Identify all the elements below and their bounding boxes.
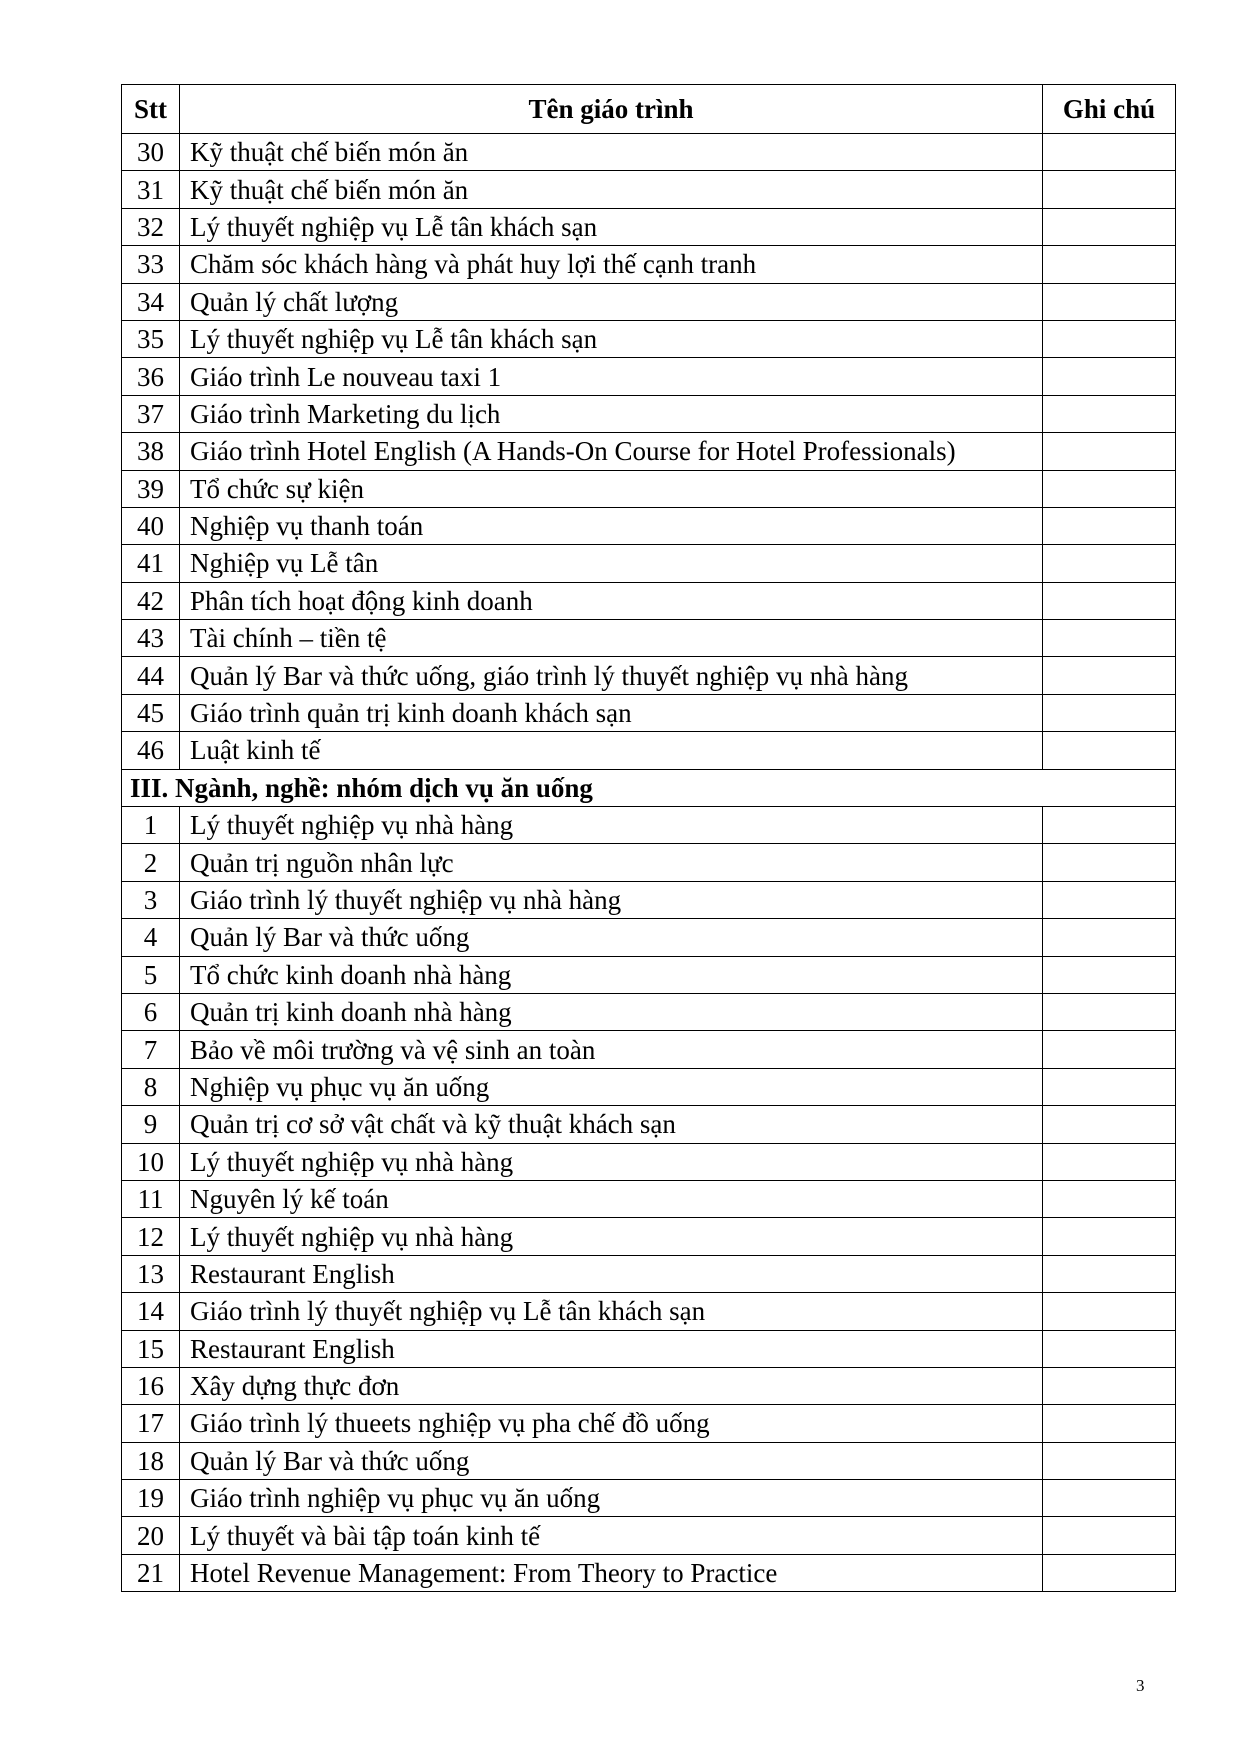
row-name: Lý thuyết nghiệp vụ Lễ tân khách sạn bbox=[180, 208, 1043, 245]
row-name: Quản lý Bar và thức uống bbox=[180, 919, 1043, 956]
row-name: Giáo trình Marketing du lịch bbox=[180, 395, 1043, 432]
row-stt: 12 bbox=[122, 1218, 180, 1255]
header-note: Ghi chú bbox=[1043, 85, 1176, 134]
row-note bbox=[1043, 956, 1176, 993]
row-stt: 45 bbox=[122, 694, 180, 731]
row-note bbox=[1043, 1367, 1176, 1404]
row-note bbox=[1043, 545, 1176, 582]
row-name: Chăm sóc khách hàng và phát huy lợi thế cạnh tranh bbox=[180, 246, 1043, 283]
row-name: Lý thuyết nghiệp vụ nhà hàng bbox=[180, 807, 1043, 844]
table-row bbox=[122, 1068, 1176, 1105]
row-stt: 2 bbox=[122, 844, 180, 881]
row-name: Lý thuyết nghiệp vụ Lễ tân khách sạn bbox=[180, 320, 1043, 357]
table-row bbox=[122, 1480, 1176, 1517]
header-stt: Stt bbox=[122, 85, 180, 134]
table-header-row bbox=[122, 85, 1176, 134]
row-stt: 13 bbox=[122, 1255, 180, 1292]
row-note bbox=[1043, 1255, 1176, 1292]
table-row bbox=[122, 545, 1176, 582]
row-note bbox=[1043, 881, 1176, 918]
row-stt: 31 bbox=[122, 171, 180, 208]
table-row bbox=[122, 1554, 1176, 1591]
row-name: Giáo trình nghiệp vụ phục vụ ăn uống bbox=[180, 1480, 1043, 1517]
table-row bbox=[122, 507, 1176, 544]
row-name: Lý thuyết nghiệp vụ nhà hàng bbox=[180, 1218, 1043, 1255]
row-name: Quản trị kinh doanh nhà hàng bbox=[180, 993, 1043, 1030]
row-name: Xây dựng thực đơn bbox=[180, 1367, 1043, 1404]
row-stt: 21 bbox=[122, 1554, 180, 1591]
row-name: Tài chính – tiền tệ bbox=[180, 620, 1043, 657]
row-stt: 6 bbox=[122, 993, 180, 1030]
table-row bbox=[122, 1293, 1176, 1330]
row-name: Giáo trình Hotel English (A Hands-On Course for Hotel Professionals) bbox=[180, 433, 1043, 470]
table-row bbox=[122, 208, 1176, 245]
row-note bbox=[1043, 993, 1176, 1030]
table-row bbox=[122, 470, 1176, 507]
row-name: Giáo trình Le nouveau taxi 1 bbox=[180, 358, 1043, 395]
row-stt: 38 bbox=[122, 433, 180, 470]
table-row bbox=[122, 881, 1176, 918]
table-row bbox=[122, 1330, 1176, 1367]
row-stt: 19 bbox=[122, 1480, 180, 1517]
row-stt: 41 bbox=[122, 545, 180, 582]
table-row bbox=[122, 657, 1176, 694]
row-stt: 20 bbox=[122, 1517, 180, 1554]
row-note bbox=[1043, 1106, 1176, 1143]
table-row bbox=[122, 283, 1176, 320]
row-name: Giáo trình lý thuyết nghiệp vụ nhà hàng bbox=[180, 881, 1043, 918]
row-stt: 30 bbox=[122, 134, 180, 171]
row-note bbox=[1043, 844, 1176, 881]
row-note bbox=[1043, 470, 1176, 507]
row-stt: 14 bbox=[122, 1293, 180, 1330]
page-number: 3 bbox=[1136, 1676, 1145, 1695]
row-name: Restaurant English bbox=[180, 1330, 1043, 1367]
row-note bbox=[1043, 919, 1176, 956]
row-stt: 35 bbox=[122, 320, 180, 357]
row-name: Phân tích hoạt động kinh doanh bbox=[180, 582, 1043, 619]
table-row bbox=[122, 582, 1176, 619]
row-name: Giáo trình lý thuyết nghiệp vụ Lễ tân khách sạn bbox=[180, 1293, 1043, 1330]
table-row bbox=[122, 807, 1176, 844]
row-name: Nguyên lý kế toán bbox=[180, 1180, 1043, 1217]
row-note bbox=[1043, 171, 1176, 208]
row-name: Restaurant English bbox=[180, 1255, 1043, 1292]
table-row bbox=[122, 732, 1176, 769]
row-note bbox=[1043, 1405, 1176, 1442]
table-row bbox=[122, 395, 1176, 432]
row-name: Lý thuyết nghiệp vụ nhà hàng bbox=[180, 1143, 1043, 1180]
row-note bbox=[1043, 620, 1176, 657]
row-name: Nghiệp vụ thanh toán bbox=[180, 507, 1043, 544]
row-note bbox=[1043, 358, 1176, 395]
table-row bbox=[122, 1143, 1176, 1180]
row-note bbox=[1043, 320, 1176, 357]
row-stt: 33 bbox=[122, 246, 180, 283]
section-title: III. Ngành, nghề: nhóm dịch vụ ăn uống bbox=[122, 769, 1176, 806]
row-stt: 16 bbox=[122, 1367, 180, 1404]
row-note bbox=[1043, 732, 1176, 769]
row-stt: 7 bbox=[122, 1031, 180, 1068]
row-note bbox=[1043, 1293, 1176, 1330]
row-stt: 46 bbox=[122, 732, 180, 769]
row-note bbox=[1043, 1480, 1176, 1517]
row-note bbox=[1043, 1517, 1176, 1554]
row-note bbox=[1043, 507, 1176, 544]
row-note bbox=[1043, 1143, 1176, 1180]
table-row bbox=[122, 246, 1176, 283]
table-row bbox=[122, 134, 1176, 171]
row-name: Quản trị nguồn nhân lực bbox=[180, 844, 1043, 881]
row-name: Giáo trình lý thueets nghiệp vụ pha chế đồ uống bbox=[180, 1405, 1043, 1442]
table-row bbox=[122, 1218, 1176, 1255]
row-name: Hotel Revenue Management: From Theory to Practice bbox=[180, 1554, 1043, 1591]
table-row bbox=[122, 433, 1176, 470]
row-stt: 3 bbox=[122, 881, 180, 918]
table-row bbox=[122, 956, 1176, 993]
row-note bbox=[1043, 657, 1176, 694]
row-note bbox=[1043, 395, 1176, 432]
row-stt: 5 bbox=[122, 956, 180, 993]
table-row bbox=[122, 320, 1176, 357]
row-note bbox=[1043, 134, 1176, 171]
row-stt: 8 bbox=[122, 1068, 180, 1105]
row-stt: 43 bbox=[122, 620, 180, 657]
table-body bbox=[122, 134, 1176, 1592]
table-row bbox=[122, 919, 1176, 956]
row-stt: 34 bbox=[122, 283, 180, 320]
row-name: Lý thuyết và bài tập toán kinh tế bbox=[180, 1517, 1043, 1554]
row-stt: 36 bbox=[122, 358, 180, 395]
table-row bbox=[122, 1442, 1176, 1479]
row-note bbox=[1043, 1218, 1176, 1255]
row-stt: 17 bbox=[122, 1405, 180, 1442]
row-note bbox=[1043, 1554, 1176, 1591]
table-row bbox=[122, 694, 1176, 731]
row-name: Quản lý Bar và thức uống, giáo trình lý thuyết nghiệp vụ nhà hàng bbox=[180, 657, 1043, 694]
row-note bbox=[1043, 208, 1176, 245]
row-stt: 1 bbox=[122, 807, 180, 844]
row-name: Kỹ thuật chế biến món ăn bbox=[180, 134, 1043, 171]
row-name: Quản trị cơ sở vật chất và kỹ thuật khách sạn bbox=[180, 1106, 1043, 1143]
row-note bbox=[1043, 694, 1176, 731]
row-stt: 4 bbox=[122, 919, 180, 956]
row-stt: 11 bbox=[122, 1180, 180, 1217]
row-name: Quản lý chất lượng bbox=[180, 283, 1043, 320]
table-row bbox=[122, 1517, 1176, 1554]
row-stt: 37 bbox=[122, 395, 180, 432]
row-note bbox=[1043, 1442, 1176, 1479]
row-name: Nghiệp vụ phục vụ ăn uống bbox=[180, 1068, 1043, 1105]
table-row bbox=[122, 1180, 1176, 1217]
table-row bbox=[122, 171, 1176, 208]
table-row bbox=[122, 844, 1176, 881]
row-stt: 40 bbox=[122, 507, 180, 544]
row-name: Bảo về môi trường và vệ sinh an toàn bbox=[180, 1031, 1043, 1068]
table-row bbox=[122, 1031, 1176, 1068]
row-note bbox=[1043, 807, 1176, 844]
row-name: Tổ chức kinh doanh nhà hàng bbox=[180, 956, 1043, 993]
row-stt: 18 bbox=[122, 1442, 180, 1479]
table-row bbox=[122, 1255, 1176, 1292]
row-note bbox=[1043, 1180, 1176, 1217]
row-note bbox=[1043, 1330, 1176, 1367]
table-row bbox=[122, 1405, 1176, 1442]
row-stt: 9 bbox=[122, 1106, 180, 1143]
table-row bbox=[122, 620, 1176, 657]
row-name: Nghiệp vụ Lễ tân bbox=[180, 545, 1043, 582]
table-row bbox=[122, 993, 1176, 1030]
row-name: Luật kinh tế bbox=[180, 732, 1043, 769]
row-name: Kỹ thuật chế biến món ăn bbox=[180, 171, 1043, 208]
row-name: Tổ chức sự kiện bbox=[180, 470, 1043, 507]
table-row bbox=[122, 1367, 1176, 1404]
table-row bbox=[122, 358, 1176, 395]
textbook-table bbox=[121, 84, 1176, 1592]
row-stt: 39 bbox=[122, 470, 180, 507]
row-stt: 15 bbox=[122, 1330, 180, 1367]
header-name: Tên giáo trình bbox=[180, 85, 1043, 134]
row-stt: 42 bbox=[122, 582, 180, 619]
row-note bbox=[1043, 246, 1176, 283]
row-name: Giáo trình quản trị kinh doanh khách sạn bbox=[180, 694, 1043, 731]
row-note bbox=[1043, 283, 1176, 320]
row-stt: 32 bbox=[122, 208, 180, 245]
row-note bbox=[1043, 582, 1176, 619]
section-row bbox=[122, 769, 1176, 806]
row-name: Quản lý Bar và thức uống bbox=[180, 1442, 1043, 1479]
row-note bbox=[1043, 1031, 1176, 1068]
row-stt: 44 bbox=[122, 657, 180, 694]
row-note bbox=[1043, 1068, 1176, 1105]
row-stt: 10 bbox=[122, 1143, 180, 1180]
table-row bbox=[122, 1106, 1176, 1143]
row-note bbox=[1043, 433, 1176, 470]
